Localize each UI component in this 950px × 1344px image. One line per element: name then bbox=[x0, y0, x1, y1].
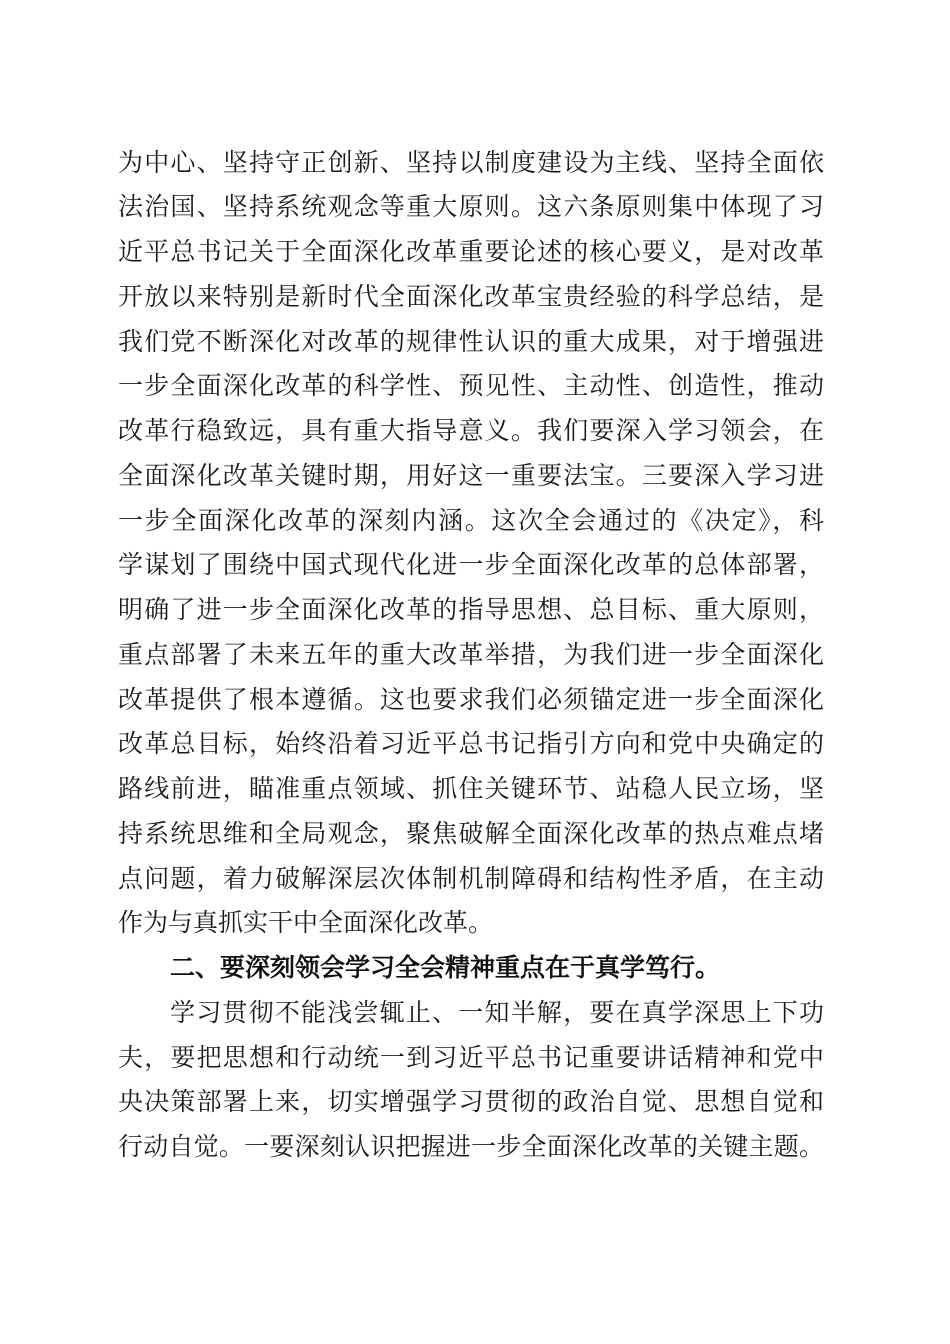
body-line: 近平总书记关于全面深化改革重要论述的核心要义，是对改革 bbox=[118, 237, 824, 266]
body-line: 改革提供了根本遵循。这也要求我们必须锚定进一步全面深化 bbox=[118, 685, 824, 714]
body-line: 夫，要把思想和行动统一到习近平总书记重要讲话精神和党中 bbox=[118, 1043, 824, 1072]
body-line: 作为与真抓实干中全面深化改革。 bbox=[118, 908, 494, 937]
body-line: 一步全面深化改革的科学性、预见性、主动性、创造性，推动 bbox=[118, 371, 824, 400]
body-line: 一步全面深化改革的深刻内涵。这次全会通过的《决定》，科 bbox=[118, 506, 824, 535]
body-line: 重点部署了未来五年的重大改革举措，为我们进一步全面深化 bbox=[118, 640, 824, 669]
body-line: 我们党不断深化对改革的规律性认识的重大成果，对于增强进 bbox=[118, 327, 824, 356]
body-line: 开放以来特别是新时代全面深化改革宝贵经验的科学总结，是 bbox=[118, 282, 824, 311]
body-line: 央决策部署上来，切实增强学习贯彻的政治自觉、思想自觉和 bbox=[118, 1087, 824, 1116]
body-line: 全面深化改革关键时期，用好这一重要法宝。三要深入学习进 bbox=[118, 461, 824, 490]
body-line: 行动自觉。一要深刻认识把握进一步全面深化改革的关键主题。 bbox=[118, 1132, 824, 1161]
body-line: 学习贯彻不能浅尝辄止、一知半解，要在真学深思上下功 bbox=[170, 998, 824, 1027]
body-line: 持系统思维和全局观念，聚焦破解全面深化改革的热点难点堵 bbox=[118, 819, 824, 848]
body-line: 明确了进一步全面深化改革的指导思想、总目标、重大原则， bbox=[118, 595, 824, 624]
body-line: 学谋划了围绕中国式现代化进一步全面深化改革的总体部署， bbox=[118, 550, 824, 579]
body-line: 路线前进，瞄准重点领域、抓住关键环节、站稳人民立场，坚 bbox=[118, 774, 824, 803]
body-line: 改革总目标，始终沿着习近平总书记指引方向和党中央确定的 bbox=[118, 729, 824, 758]
section-heading: 二、要深刻领会学习全会精神重点在于真学笃行。 bbox=[170, 953, 721, 982]
body-line: 为中心、坚持守正创新、坚持以制度建设为主线、坚持全面依 bbox=[118, 148, 824, 177]
body-line: 点问题，着力破解深层次体制机制障碍和结构性矛盾，在主动 bbox=[118, 864, 824, 893]
body-line: 法治国、坚持系统观念等重大原则。这六条原则集中体现了习 bbox=[118, 192, 824, 221]
body-line: 改革行稳致远，具有重大指导意义。我们要深入学习领会，在 bbox=[118, 416, 824, 445]
